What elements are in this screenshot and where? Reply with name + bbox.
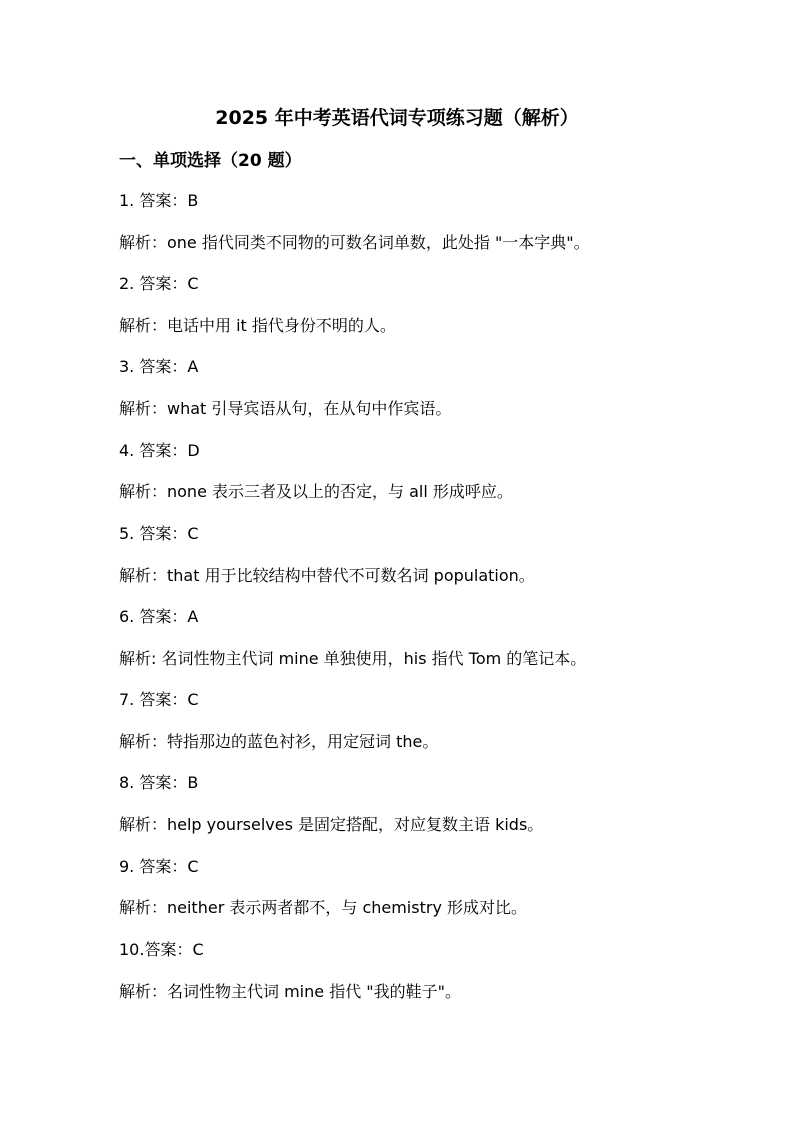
explanation-line-7: 解析：特指那边的蓝色衬衫，用定冠词 the。: [119, 732, 439, 751]
explanation-line-4: 解析：none 表示三者及以上的否定，与 all 形成呼应。: [119, 482, 513, 501]
document-title: 2025 年中考英语代词专项练习题（解析）: [215, 107, 579, 129]
answer-line-4: 4. 答案：D: [119, 441, 200, 460]
explanation-line-6: 解析: 名词性物主代词 mine 单独使用，his 指代 Tom 的笔记本。: [119, 649, 587, 668]
explanation-line-5: 解析：that 用于比较结构中替代不可数名词 population。: [119, 566, 535, 585]
explanation-line-1: 解析：one 指代同类不同物的可数名词单数，此处指 "一本字典"。: [119, 233, 590, 252]
answer-line-1: 1. 答案：B: [119, 191, 199, 210]
answer-line-7: 7. 答案：C: [119, 690, 199, 709]
answer-line-10: 10.答案：C: [119, 940, 204, 959]
explanation-line-8: 解析：help yourselves 是固定搭配，对应复数主语 kids。: [119, 815, 544, 834]
answer-line-9: 9. 答案：C: [119, 857, 199, 876]
answer-line-3: 3. 答案：A: [119, 357, 199, 376]
section-heading: 一、单项选择（20 题）: [119, 151, 302, 171]
answer-line-2: 2. 答案：C: [119, 274, 199, 293]
explanation-line-10: 解析：名词性物主代词 mine 指代 "我的鞋子"。: [119, 982, 461, 1001]
answer-line-5: 5. 答案：C: [119, 524, 199, 543]
explanation-line-2: 解析：电话中用 it 指代身份不明的人。: [119, 316, 396, 335]
answer-line-8: 8. 答案：B: [119, 773, 199, 792]
answer-line-6: 6. 答案：A: [119, 607, 199, 626]
explanation-line-3: 解析：what 引导宾语从句，在从句中作宾语。: [119, 399, 452, 418]
explanation-line-9: 解析：neither 表示两者都不，与 chemistry 形成对比。: [119, 898, 527, 917]
